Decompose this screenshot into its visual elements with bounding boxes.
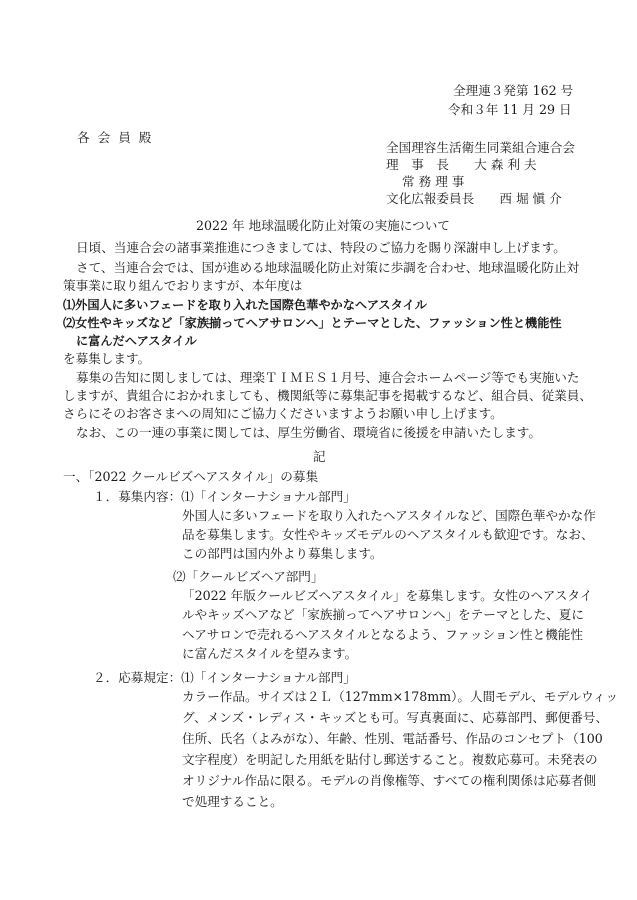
sender-director: 常 務 理 事 [402,174,465,189]
international-description: 品を募集します。女性やキッズモデルのヘアスタイルも歓迎です。なお、 [182,527,594,542]
theme-item-2: ⑵女性やキッズなど「家族揃ってヘアサロンへ」とテーマとした、ファッション性と機能性 [63,316,562,330]
intro-paragraph-line: 募集の告知に関しましては、理楽ＴＩＭＥＳ１月号、連合会ホームページ等でも実施いた [76,370,580,385]
sender-committee-chair: 文化広報委員長 西 堀 愼 介 [386,191,562,206]
rules-description: で処理すること。 [182,794,283,809]
rules-description: 住所、氏名（よみがな）、年齢、性別、電話番号、作品のコンセプト（100 [182,731,603,746]
content-label: １．募集内容：⑴「インターナショナル部門」 [93,489,356,504]
coolbiz-description: に富んだスタイルを望みます。 [182,646,358,661]
intro-paragraph-line: を募集します。 [63,351,151,366]
recipient: 各 会 員 殿 [77,130,154,145]
international-description: 外国人に多いフェードを取り入れたヘアスタイルなど、国際色華やかな作 [182,508,596,523]
rules-description: 文字程度）を明記した用紙を貼付し郵送すること。複数応募可。未発表の [182,752,598,767]
intro-greeting: 日頃、当連合会の諸事業推進につきましては、特段のご協力を賜り深謝申し上げます。 [76,240,566,255]
document-title: 2022 年 地球温暖化防止対策の実施について [196,218,450,233]
intro-paragraph-line: さて、当連合会では、国が進める地球温暖化防止対策に歩調を合わせ、地球温暖化防止対 [76,260,580,275]
rules-label: ２．応募規定：⑴「インターナショナル部門」 [93,670,356,685]
coolbiz-label: ⑵「クールビズヘア部門」 [173,569,324,584]
coolbiz-description: ヘアサロンで売れるヘアスタイルとなるよう、ファッション性と機能性 [182,627,583,642]
international-description: この部門は国内外より募集します。 [182,546,383,561]
section-heading: 一、「2022 クールビズヘアスタイル」の募集 [63,469,319,484]
coolbiz-description: 「2022 年版クールビズヘアスタイル」を募集します。女性のヘアスタイ [182,588,593,603]
sender-organization: 全国理容生活衛生同業組合連合会 [386,140,575,155]
sender-chairman: 理 事 長 大 森 利 夫 [386,157,537,172]
coolbiz-description: ルやキッズヘアなど「家族揃ってヘアサロンへ」をテーマとした、夏に [182,607,584,622]
issue-date: 令和３年 11 月 29 日 [448,102,572,117]
intro-paragraph-line: さらにそのお客さまへの周知にご協力くださいますようお願い申し上げます。 [63,406,503,421]
document-number: 全理連３発第 162 号 [453,83,574,98]
rules-description: グ、メンズ・レディス・キッズとも可。写真裏面に、応募部門、郵便番号、 [182,710,609,725]
intro-paragraph-line: 策事業に取り組んでおりますが、本年度は [63,278,303,293]
rules-description: オリジナル作品に限る。モデルの肖像権等、すべての権利関係は応募者側 [182,773,597,788]
intro-paragraph-line: なお、この一連の事業に関しては、厚生労働省、環境省に後援を申請いたします。 [76,425,541,440]
theme-item-2-continued: に富んだヘアスタイル [76,334,197,348]
rules-description: カラー作品。サイズは２Ｌ（127mm×178mm）。人間モデル、モデルウィッ [182,689,619,704]
theme-item-1: ⑴外国人に多いフェードを取り入れた国際色華やかなヘアスタイル [63,298,427,312]
ki-marker: 記 [313,449,326,464]
intro-paragraph-line: しますが、貴組合におかれましても、機関紙等に募集記事を掲載するなど、組合員、従業員、 [63,388,592,403]
